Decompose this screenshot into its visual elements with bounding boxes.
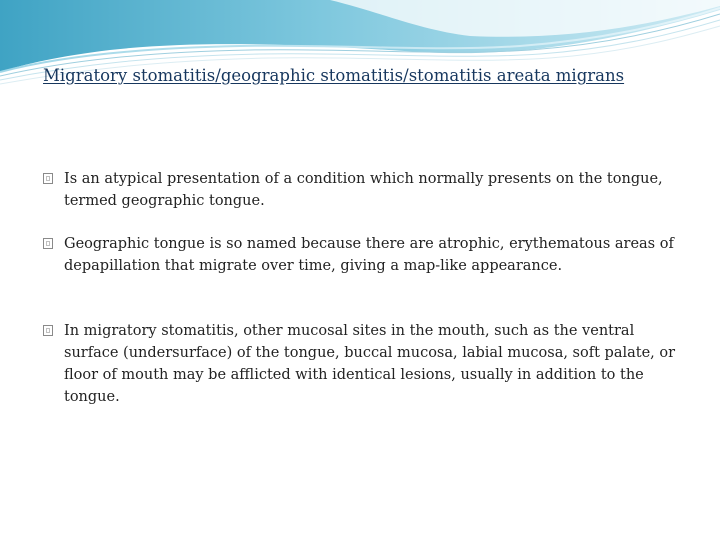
slide-title: Migratory stomatitis/geographic stomatitis/stomatitis areata migrans	[43, 66, 625, 85]
bullet-square-icon	[43, 173, 53, 184]
bullet-text: Geographic tongue is so named because there are atrophic, erythematous areas of depapillation that migrate over time, giving a map-like appearance.	[64, 236, 674, 274]
bullet-text: In migratory stomatitis, other mucosal sites in the mouth, such as the ventral surface (undersurface) of the tongue, buccal mucosa, labial mucosa, soft palate, or floor of mouth may be afflicted with identical lesions, usually in addition to the tongue.	[64, 323, 676, 405]
bullet-item	[43, 233, 683, 277]
bullet-item	[43, 168, 683, 212]
bullet-list	[43, 168, 683, 408]
bullet-text: Is an atypical presentation of a condition which normally presents on the tongue, termed geographic tongue.	[64, 171, 663, 209]
bullet-square-icon	[43, 238, 53, 249]
bullet-square-icon	[43, 325, 53, 336]
bullet-item	[43, 320, 683, 408]
